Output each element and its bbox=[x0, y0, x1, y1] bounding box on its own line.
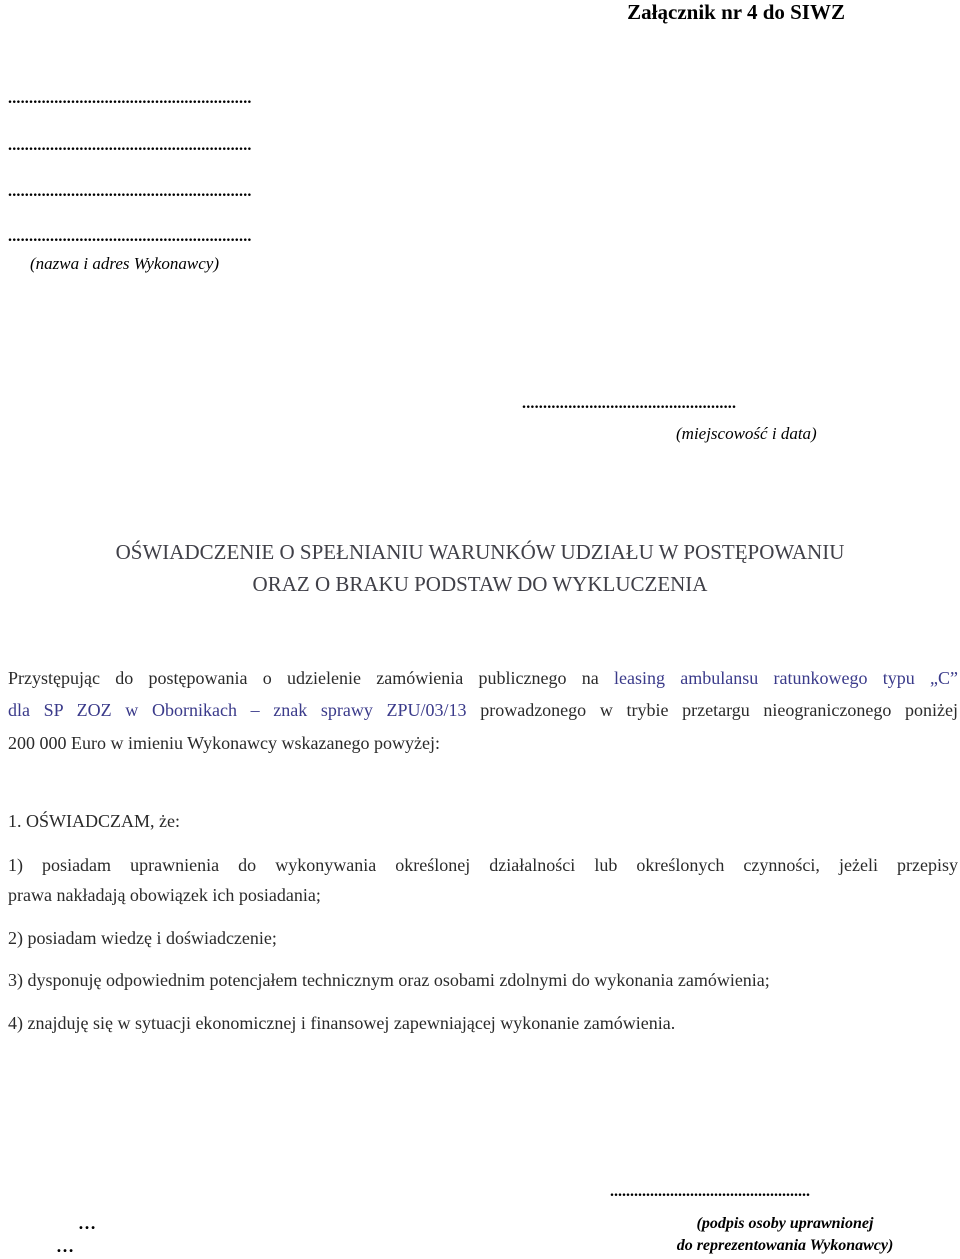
declaration-item-4: 4) znajduję się w sytuacji ekonomicznej i finansowej zapewniającej wykonanie zamówienia. bbox=[8, 1013, 676, 1033]
procurement-subject: leasing ambulansu ratunkowego typu „C” bbox=[613, 668, 958, 688]
declaration-item-1-line2: prawa nakładają obowiązek ich posiadania; bbox=[8, 885, 321, 905]
intro-text: Przystępując do postępowania o udzielenie zamówienia publicznego na bbox=[8, 668, 614, 688]
signature-caption-line1: (podpis osoby uprawnionej bbox=[696, 1215, 874, 1232]
contractor-dot-line: .......................................................... bbox=[8, 90, 252, 107]
intro-text: prowadzonego w trybie przetargu nieograniczonego poniżej bbox=[466, 700, 958, 720]
contractor-dot-line: .......................................................... bbox=[8, 183, 252, 200]
declaration-item-1-line1: 1) posiadam uprawnienia do wykonywania określonej działalności lub określonych czynności, jeżeli przepisy bbox=[8, 855, 958, 875]
intro-line2 bbox=[8, 700, 958, 721]
attachment-label: Załącznik nr 4 do SIWZ bbox=[627, 0, 845, 24]
document-title-line1: OŚWIADCZENIE O SPEŁNIANIU WARUNKÓW UDZIAŁU W POSTĘPOWANIU bbox=[115, 540, 845, 564]
ellipsis-mark: … bbox=[56, 1236, 74, 1256]
intro-line1 bbox=[8, 668, 958, 689]
intro-line3: 200 000 Euro w imieniu Wykonawcy wskazanego powyżej: bbox=[8, 733, 440, 753]
contractor-dot-line: .......................................................... bbox=[8, 228, 252, 245]
contractor-caption: (nazwa i adres Wykonawcy) bbox=[30, 254, 220, 273]
declaration-item-3: 3) dysponuję odpowiednim potencjałem technicznym oraz osobami zdolnymi do wykonania zamówienia; bbox=[8, 970, 770, 990]
place-date-caption: (miejscowość i data) bbox=[676, 424, 817, 443]
declaration-item-2: 2) posiadam wiedzę i doświadczenie; bbox=[8, 928, 277, 948]
signature-caption-line2: do reprezentowania Wykonawcy) bbox=[676, 1237, 894, 1254]
document-title-line2: ORAZ O BRAKU PODSTAW DO WYKLUCZENIA bbox=[252, 572, 708, 596]
declaration-heading: 1. OŚWIADCZAM, że: bbox=[8, 811, 180, 831]
procurement-reference: dla SP ZOZ w Obornikach – znak sprawy ZPU/03/13 bbox=[8, 700, 467, 720]
contractor-dot-line: .......................................................... bbox=[8, 137, 252, 154]
signature-dots: .................................................. bbox=[610, 1183, 810, 1200]
ellipsis-mark: … bbox=[78, 1213, 96, 1233]
place-date-dots: ................................................... bbox=[522, 395, 737, 412]
